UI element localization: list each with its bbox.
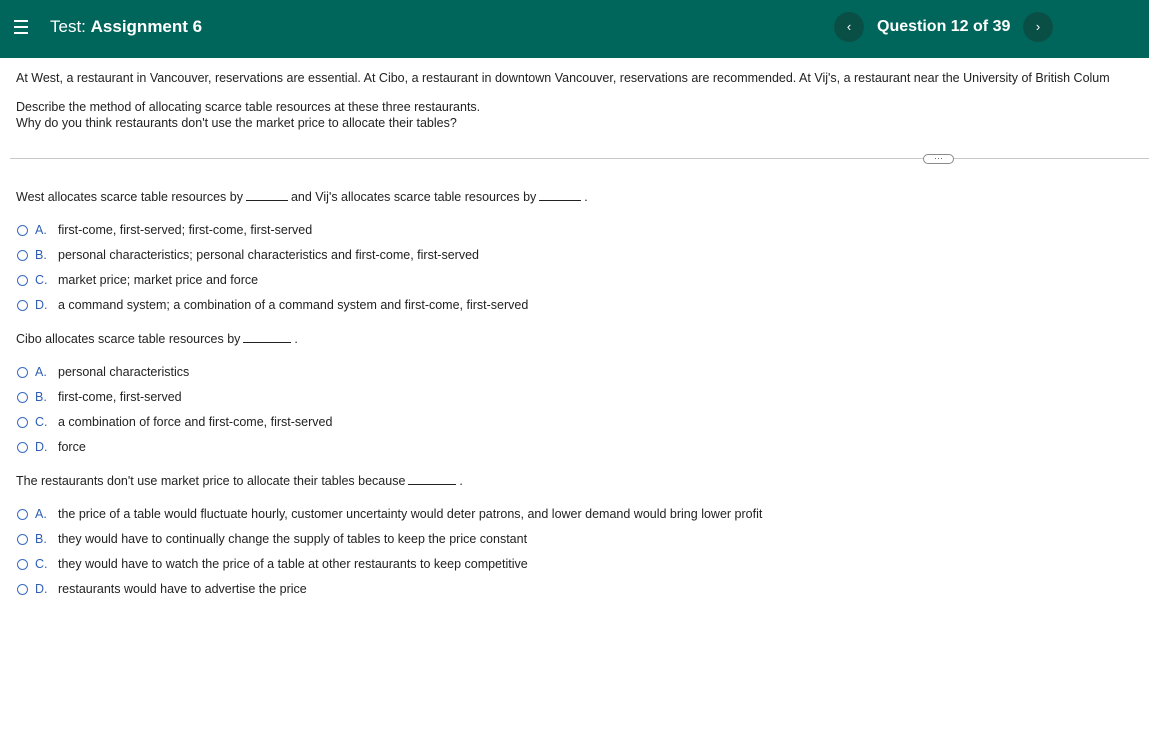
radio-button-icon[interactable] (17, 300, 28, 311)
top-bar (0, 0, 1149, 58)
option-letter: B. (35, 532, 47, 546)
option-letter: A. (35, 365, 47, 379)
option-letter: A. (35, 507, 47, 521)
option-text: personal characteristics; personal characteristics and first-come, first-served (58, 248, 479, 262)
option-text: first-come, first-served; first-come, first-served (58, 223, 313, 237)
q1-option-b[interactable] (17, 247, 479, 263)
chevron-left-icon: ‹ (846, 19, 852, 34)
chevron-right-icon: › (1035, 19, 1041, 34)
option-letter: B. (35, 248, 47, 262)
test-name: Assignment 6 (90, 17, 203, 36)
radio-button-icon[interactable] (17, 250, 28, 261)
option-text: a command system; a combination of a command system and first-come, first-served (58, 298, 529, 312)
option-letter: D. (35, 582, 48, 596)
radio-button-icon[interactable] (17, 559, 28, 570)
option-letter: D. (35, 298, 48, 312)
test-title (50, 17, 202, 37)
q1-blank-1 (246, 188, 288, 201)
expand-more-button[interactable]: ··· (923, 154, 954, 164)
q2-part-a: Cibo allocates scarce table resources by (16, 332, 241, 346)
option-text: a combination of force and first-come, first-served (58, 415, 333, 429)
q1-option-d[interactable] (17, 297, 528, 313)
q3-blank (408, 472, 456, 485)
radio-button-icon[interactable] (17, 392, 28, 403)
q2-option-d[interactable] (17, 439, 86, 455)
previous-question-button[interactable] (834, 12, 864, 42)
radio-button-icon[interactable] (17, 584, 28, 595)
test-title-prefix: Test: (50, 17, 86, 36)
option-letter: C. (35, 557, 48, 571)
instruction-line-2: Why do you think restaurants don't use the market price to allocate their tables? (16, 116, 457, 130)
option-text: restaurants would have to advertise the price (58, 582, 307, 596)
q3-option-b[interactable] (17, 531, 527, 547)
option-text: market price; market price and force (58, 273, 259, 287)
q1-option-a[interactable] (17, 222, 312, 238)
q2-option-a[interactable] (17, 364, 189, 380)
q3-option-c[interactable] (17, 556, 528, 572)
question-2-prompt (16, 330, 298, 347)
q1-blank-2 (539, 188, 581, 201)
option-letter: D. (35, 440, 48, 454)
option-letter: C. (35, 415, 48, 429)
question-3-prompt (16, 472, 463, 489)
next-question-button[interactable] (1023, 12, 1053, 42)
q1-part-a: West allocates scarce table resources by (16, 190, 243, 204)
q2-option-b[interactable] (17, 389, 182, 405)
option-text: they would have to watch the price of a table at other restaurants to keep competitive (58, 557, 528, 571)
radio-button-icon[interactable] (17, 275, 28, 286)
q3-option-d[interactable] (17, 581, 307, 597)
q3-end: . (459, 474, 463, 488)
option-letter: A. (35, 223, 47, 237)
radio-button-icon[interactable] (17, 509, 28, 520)
option-text: personal characteristics (58, 365, 190, 379)
option-letter: B. (35, 390, 47, 404)
q1-end: . (584, 190, 588, 204)
problem-instructions (16, 99, 480, 131)
option-text: force (58, 440, 86, 454)
instruction-line-1: Describe the method of allocating scarce table resources at these three restaurants. (16, 100, 481, 114)
option-text: first-come, first-served (58, 390, 182, 404)
radio-button-icon[interactable] (17, 225, 28, 236)
option-letter: C. (35, 273, 48, 287)
section-divider (10, 158, 1149, 159)
q3-part-a: The restaurants don't use market price to allocate their tables because (16, 474, 406, 488)
q2-blank (243, 330, 291, 343)
q3-option-a[interactable] (17, 506, 762, 522)
radio-button-icon[interactable] (17, 442, 28, 453)
radio-button-icon[interactable] (17, 417, 28, 428)
question-counter: Question 12 of 39 (877, 18, 1011, 35)
problem-intro: At West, a restaurant in Vancouver, reservations are essential. At Cibo, a restaurant in downtown Vancouver, reservations are recommended. At Vij's, a restaurant near the University of British Colum (16, 71, 1110, 85)
q2-option-c[interactable] (17, 414, 332, 430)
option-text: the price of a table would fluctuate hourly, customer uncertainty would deter patrons, and lower demand would bring lower profit (58, 507, 763, 521)
radio-button-icon[interactable] (17, 367, 28, 378)
option-text: they would have to continually change the supply of tables to keep the price constant (58, 532, 528, 546)
hamburger-menu-icon[interactable] (14, 20, 28, 34)
radio-button-icon[interactable] (17, 534, 28, 545)
q1-part-b: and Vij's allocates scarce table resources by (290, 190, 537, 204)
q1-option-c[interactable] (17, 272, 258, 288)
question-1-prompt (16, 188, 588, 205)
q2-end: . (294, 332, 298, 346)
